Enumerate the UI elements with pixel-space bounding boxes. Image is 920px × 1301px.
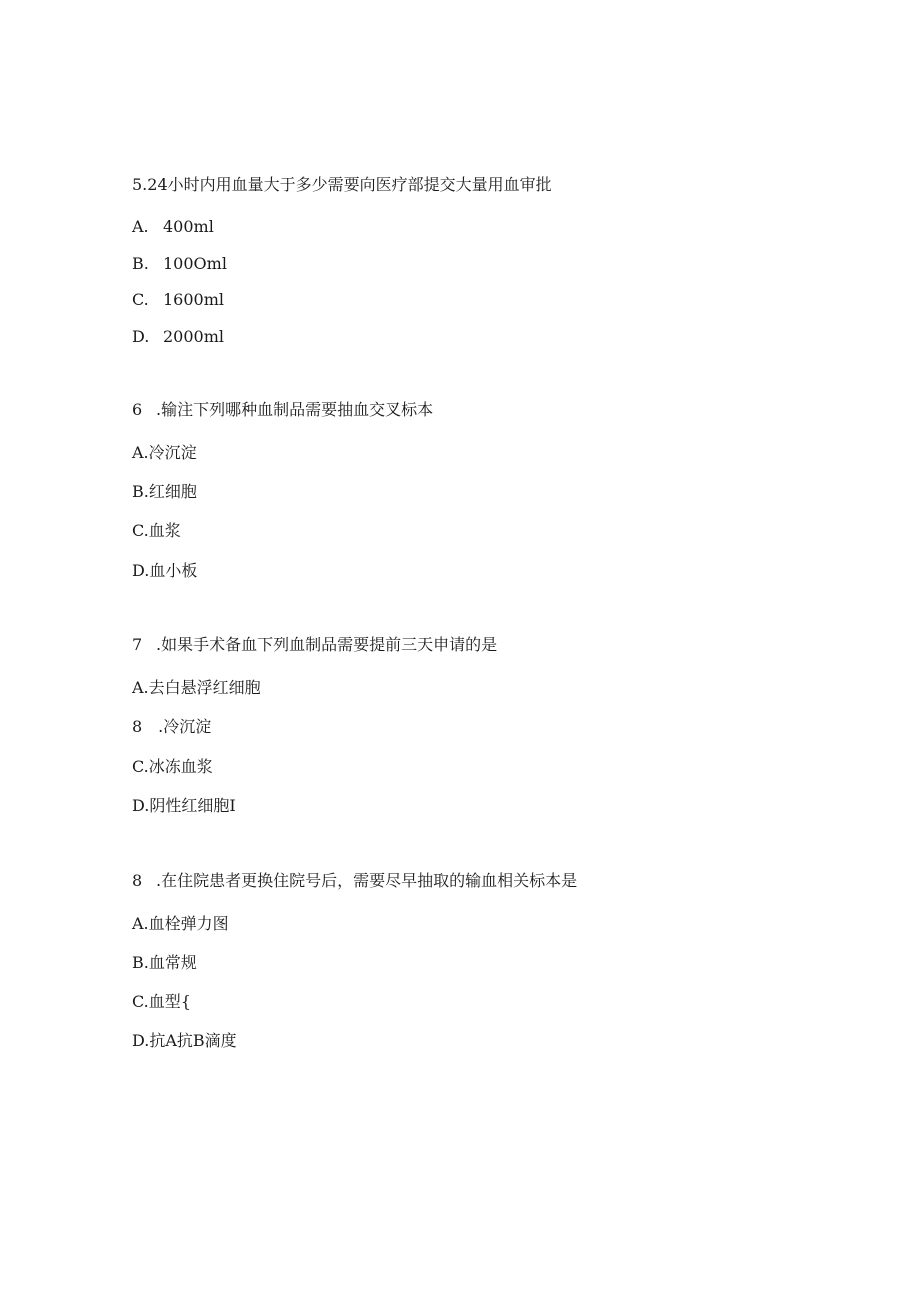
question-5-option-c: [132, 290, 224, 310]
question-number: 7: [132, 635, 143, 654]
question-6-option-d: D.血小板: [132, 561, 198, 580]
option-text: 2000ml: [163, 327, 225, 346]
question-8-option-d: D.抗A抗B滴度: [132, 1031, 237, 1050]
question-text: .输注下列哪种血制品需要抽血交叉标本: [156, 400, 434, 419]
question-6-option-a: A.冷沉淀: [132, 443, 197, 462]
question-7-stem: [132, 635, 497, 655]
question-5-option-d: [132, 327, 224, 347]
option-text: 100Oml: [163, 254, 227, 273]
option-letter: D.: [132, 327, 150, 346]
question-text: .在住院患者更换住院号后，需要尽早抽取的输血相关标本是: [156, 871, 578, 890]
option-letter: B.: [132, 254, 149, 273]
question-8-option-c: C.血型{: [132, 992, 191, 1011]
question-6-stem: [132, 400, 433, 420]
option-letter: C.: [132, 290, 149, 309]
option-text: 400ml: [163, 217, 214, 236]
question-8-stem: [132, 871, 577, 891]
question-5-option-b: [132, 254, 227, 274]
option-letter: A.: [132, 217, 149, 236]
question-6-option-b: B.红细胞: [132, 482, 197, 501]
question-8-option-a: A.血栓弹力图: [132, 914, 229, 933]
question-5-option-a: [132, 217, 214, 237]
question-7-option-a: A.去白悬浮红细胞: [132, 678, 261, 697]
question-number: 8: [132, 871, 143, 890]
question-7-option-d: D.阴性红细胞I: [132, 796, 236, 815]
question-text: .如果手术备血下列血制品需要提前三天申请的是: [156, 635, 498, 654]
question-7-option-b: 8 .冷沉淀: [132, 717, 212, 736]
option-text: 1600ml: [163, 290, 225, 309]
question-6-option-c: C.血浆: [132, 521, 181, 540]
question-number: 6: [132, 400, 143, 419]
question-7-option-c: C.冰冻血浆: [132, 757, 213, 776]
question-5-stem: 5.24小时内用血量大于多少需要向医疗部提交大量用血审批: [132, 175, 552, 194]
question-8-option-b: B.血常规: [132, 953, 197, 972]
